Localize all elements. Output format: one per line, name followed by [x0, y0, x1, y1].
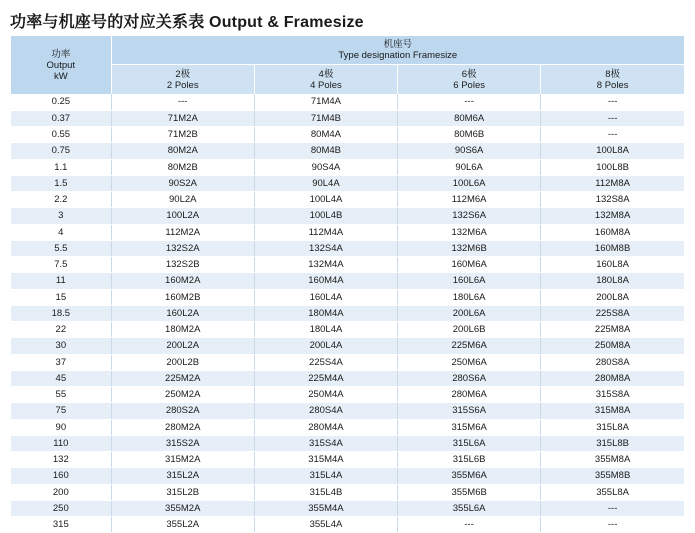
- output-cell: 1.5: [11, 175, 111, 191]
- table-row: [11, 289, 684, 305]
- pole8-cell: 315S8A: [541, 387, 684, 403]
- pole8-cell: 315L8A: [541, 419, 684, 435]
- pole6-cell: 80M6A: [398, 110, 541, 126]
- table-row: [11, 175, 684, 191]
- pole6-cell: ---: [398, 517, 541, 533]
- pole8-cell: 100L8A: [541, 143, 684, 159]
- table-row: [11, 273, 684, 289]
- pole2-cell: 160M2A: [111, 273, 254, 289]
- pole4-cell: 71M4A: [254, 94, 397, 110]
- pole8-cell: ---: [541, 517, 684, 533]
- output-cell: 90: [11, 419, 111, 435]
- pole-header-en: 4 Poles: [310, 79, 342, 91]
- pole2-cell: ---: [111, 94, 254, 110]
- pole6-cell: 90L6A: [398, 159, 541, 175]
- table-row: [11, 192, 684, 208]
- pole2-cell: 80M2A: [111, 143, 254, 159]
- type-designation-header: [111, 36, 684, 65]
- table-row: [11, 387, 684, 403]
- table-row: [11, 517, 684, 533]
- table-row: [11, 452, 684, 468]
- pole-header-en: 8 Poles: [596, 79, 629, 91]
- pole2-cell: 100L2A: [111, 208, 254, 224]
- table-row: [11, 500, 684, 516]
- output-cell: 0.75: [11, 143, 111, 159]
- table-row: [11, 419, 684, 435]
- output-cell: 37: [11, 354, 111, 370]
- table-row: [11, 240, 684, 256]
- pole4-cell: 200L4A: [254, 338, 397, 354]
- output-cell: 45: [11, 370, 111, 386]
- pole8-cell: 160M8A: [541, 224, 684, 240]
- output-cell: 22: [11, 322, 111, 338]
- output-header-unit: kW: [53, 70, 68, 82]
- table-row: [11, 354, 684, 370]
- output-cell: 250: [11, 500, 111, 516]
- pole8-cell: 112M8A: [541, 175, 684, 191]
- pole6-cell: 355M6B: [398, 484, 541, 500]
- pole4-cell: 90S4A: [254, 159, 397, 175]
- output-cell: 18.5: [11, 305, 111, 321]
- pole6-cell: 315M6A: [398, 419, 541, 435]
- pole4-cell: 160M4A: [254, 273, 397, 289]
- pole8-cell: 355M8A: [541, 452, 684, 468]
- pole4-cell: 280M4A: [254, 419, 397, 435]
- pole6-cell: 315S6A: [398, 403, 541, 419]
- pole6-cell: 132S6A: [398, 208, 541, 224]
- pole6-cell: 225M6A: [398, 338, 541, 354]
- pole6-cell: 112M6A: [398, 192, 541, 208]
- pole4-cell: 132S4A: [254, 240, 397, 256]
- pole4-cell: 180M4A: [254, 305, 397, 321]
- pole-header-cn: 8极: [605, 68, 621, 80]
- pole-header-2: [111, 65, 254, 95]
- pole8-cell: ---: [541, 500, 684, 516]
- pole4-cell: 132M4A: [254, 257, 397, 273]
- pole6-cell: 200L6B: [398, 322, 541, 338]
- pole2-cell: 200L2A: [111, 338, 254, 354]
- pole-header-en: 6 Poles: [453, 79, 485, 91]
- table-row: [11, 370, 684, 386]
- output-cell: 0.55: [11, 127, 111, 143]
- pole4-cell: 90L4A: [254, 175, 397, 191]
- table-row: [11, 127, 684, 143]
- pole2-cell: 315L2B: [111, 484, 254, 500]
- pole6-cell: ---: [398, 94, 541, 110]
- pole6-cell: 160L6A: [398, 273, 541, 289]
- pole4-cell: 112M4A: [254, 224, 397, 240]
- output-cell: 0.25: [11, 94, 111, 110]
- pole4-cell: 315L4B: [254, 484, 397, 500]
- pole2-cell: 132S2B: [111, 257, 254, 273]
- pole-header-6: [398, 65, 541, 95]
- output-cell: 5.5: [11, 240, 111, 256]
- pole4-cell: 100L4A: [254, 192, 397, 208]
- output-cell: 11: [11, 273, 111, 289]
- output-cell: 3: [11, 208, 111, 224]
- pole6-cell: 132M6B: [398, 240, 541, 256]
- table-row: [11, 403, 684, 419]
- pole8-cell: 132S8A: [541, 192, 684, 208]
- pole2-cell: 355L2A: [111, 517, 254, 533]
- pole6-cell: 280S6A: [398, 370, 541, 386]
- output-cell: 315: [11, 517, 111, 533]
- table-row: [11, 94, 684, 110]
- pole6-cell: 80M6B: [398, 127, 541, 143]
- pole2-cell: 80M2B: [111, 159, 254, 175]
- type-header-cn: 机座号: [383, 39, 413, 50]
- output-cell: 110: [11, 435, 111, 451]
- pole4-cell: 315S4A: [254, 435, 397, 451]
- pole2-cell: 225M2A: [111, 370, 254, 386]
- pole8-cell: 315L8B: [541, 435, 684, 451]
- pole6-cell: 132M6A: [398, 224, 541, 240]
- pole2-cell: 71M2B: [111, 127, 254, 143]
- pole6-cell: 100L6A: [398, 175, 541, 191]
- output-cell: 200: [11, 484, 111, 500]
- pole8-cell: 132M8A: [541, 208, 684, 224]
- pole-header-4: [254, 65, 397, 95]
- pole4-cell: 315M4A: [254, 452, 397, 468]
- pole2-cell: 355M2A: [111, 500, 254, 516]
- pole4-cell: 160L4A: [254, 289, 397, 305]
- page-title: 功率与机座号的对应关系表 Output & Framesize: [10, 14, 364, 31]
- pole2-cell: 315S2A: [111, 435, 254, 451]
- pole2-cell: 280M2A: [111, 419, 254, 435]
- pole-header-en: 2 Poles: [166, 79, 199, 91]
- pole4-cell: 225M4A: [254, 370, 397, 386]
- pole8-cell: ---: [541, 94, 684, 110]
- pole4-cell: 355L4A: [254, 517, 397, 533]
- pole2-cell: 71M2A: [111, 110, 254, 126]
- pole-header-cn: 6极: [461, 68, 477, 80]
- pole4-cell: 280S4A: [254, 403, 397, 419]
- output-cell: 2.2: [11, 192, 111, 208]
- table-row: [11, 224, 684, 240]
- pole2-cell: 90L2A: [111, 192, 254, 208]
- pole8-cell: ---: [541, 127, 684, 143]
- table-row: [11, 435, 684, 451]
- pole8-cell: 355L8A: [541, 484, 684, 500]
- pole2-cell: 180M2A: [111, 322, 254, 338]
- pole4-cell: 250M4A: [254, 387, 397, 403]
- pole2-cell: 250M2A: [111, 387, 254, 403]
- output-header-en: Output: [46, 59, 76, 71]
- output-column-header: [11, 36, 111, 94]
- type-header-en: Type designation Framesize: [338, 50, 458, 61]
- pole6-cell: 160M6A: [398, 257, 541, 273]
- table-row: [11, 143, 684, 159]
- pole6-cell: 90S6A: [398, 143, 541, 159]
- pole6-cell: 280M6A: [398, 387, 541, 403]
- table-row: [11, 322, 684, 338]
- pole2-cell: 112M2A: [111, 224, 254, 240]
- pole2-cell: 160L2A: [111, 305, 254, 321]
- output-cell: 15: [11, 289, 111, 305]
- output-cell: 7.5: [11, 257, 111, 273]
- output-cell: 0.37: [11, 110, 111, 126]
- pole8-cell: 280S8A: [541, 354, 684, 370]
- pole2-cell: 315M2A: [111, 452, 254, 468]
- pole2-cell: 315L2A: [111, 468, 254, 484]
- pole-header-cn: 2极: [175, 68, 191, 80]
- output-cell: 1.1: [11, 159, 111, 175]
- pole4-cell: 225S4A: [254, 354, 397, 370]
- pole6-cell: 315L6B: [398, 452, 541, 468]
- output-cell: 30: [11, 338, 111, 354]
- output-cell: 132: [11, 452, 111, 468]
- pole8-cell: 200L8A: [541, 289, 684, 305]
- pole4-cell: 80M4A: [254, 127, 397, 143]
- pole4-cell: 180L4A: [254, 322, 397, 338]
- pole8-cell: 180L8A: [541, 273, 684, 289]
- table-row: [11, 484, 684, 500]
- table-row: [11, 110, 684, 126]
- pole4-cell: 355M4A: [254, 500, 397, 516]
- pole4-cell: 315L4A: [254, 468, 397, 484]
- pole6-cell: 180L6A: [398, 289, 541, 305]
- table-body: [11, 94, 684, 533]
- pole6-cell: 315L6A: [398, 435, 541, 451]
- pole8-cell: 160L8A: [541, 257, 684, 273]
- pole2-cell: 90S2A: [111, 175, 254, 191]
- pole8-cell: 160M8B: [541, 240, 684, 256]
- output-header-cn: 功率: [51, 48, 71, 60]
- pole-header-8: [541, 65, 684, 95]
- table-row: [11, 257, 684, 273]
- pole6-cell: 355M6A: [398, 468, 541, 484]
- pole8-cell: 355M8B: [541, 468, 684, 484]
- pole2-cell: 132S2A: [111, 240, 254, 256]
- pole-header-cn: 4极: [318, 68, 334, 80]
- pole8-cell: 315M8A: [541, 403, 684, 419]
- pole6-cell: 355L6A: [398, 500, 541, 516]
- pole2-cell: 160M2B: [111, 289, 254, 305]
- output-framesize-table: [11, 36, 684, 533]
- table-row: [11, 338, 684, 354]
- pole6-cell: 200L6A: [398, 305, 541, 321]
- table-row: [11, 208, 684, 224]
- pole4-cell: 71M4B: [254, 110, 397, 126]
- pole4-cell: 100L4B: [254, 208, 397, 224]
- pole8-cell: ---: [541, 110, 684, 126]
- pole2-cell: 200L2B: [111, 354, 254, 370]
- table-row: [11, 159, 684, 175]
- output-cell: 4: [11, 224, 111, 240]
- pole8-cell: 250M8A: [541, 338, 684, 354]
- pole4-cell: 80M4B: [254, 143, 397, 159]
- output-cell: 55: [11, 387, 111, 403]
- table-row: [11, 468, 684, 484]
- pole6-cell: 250M6A: [398, 354, 541, 370]
- output-cell: 160: [11, 468, 111, 484]
- pole8-cell: 280M8A: [541, 370, 684, 386]
- pole8-cell: 225M8A: [541, 322, 684, 338]
- pole8-cell: 100L8B: [541, 159, 684, 175]
- pole8-cell: 225S8A: [541, 305, 684, 321]
- table-row: [11, 305, 684, 321]
- output-cell: 75: [11, 403, 111, 419]
- pole2-cell: 280S2A: [111, 403, 254, 419]
